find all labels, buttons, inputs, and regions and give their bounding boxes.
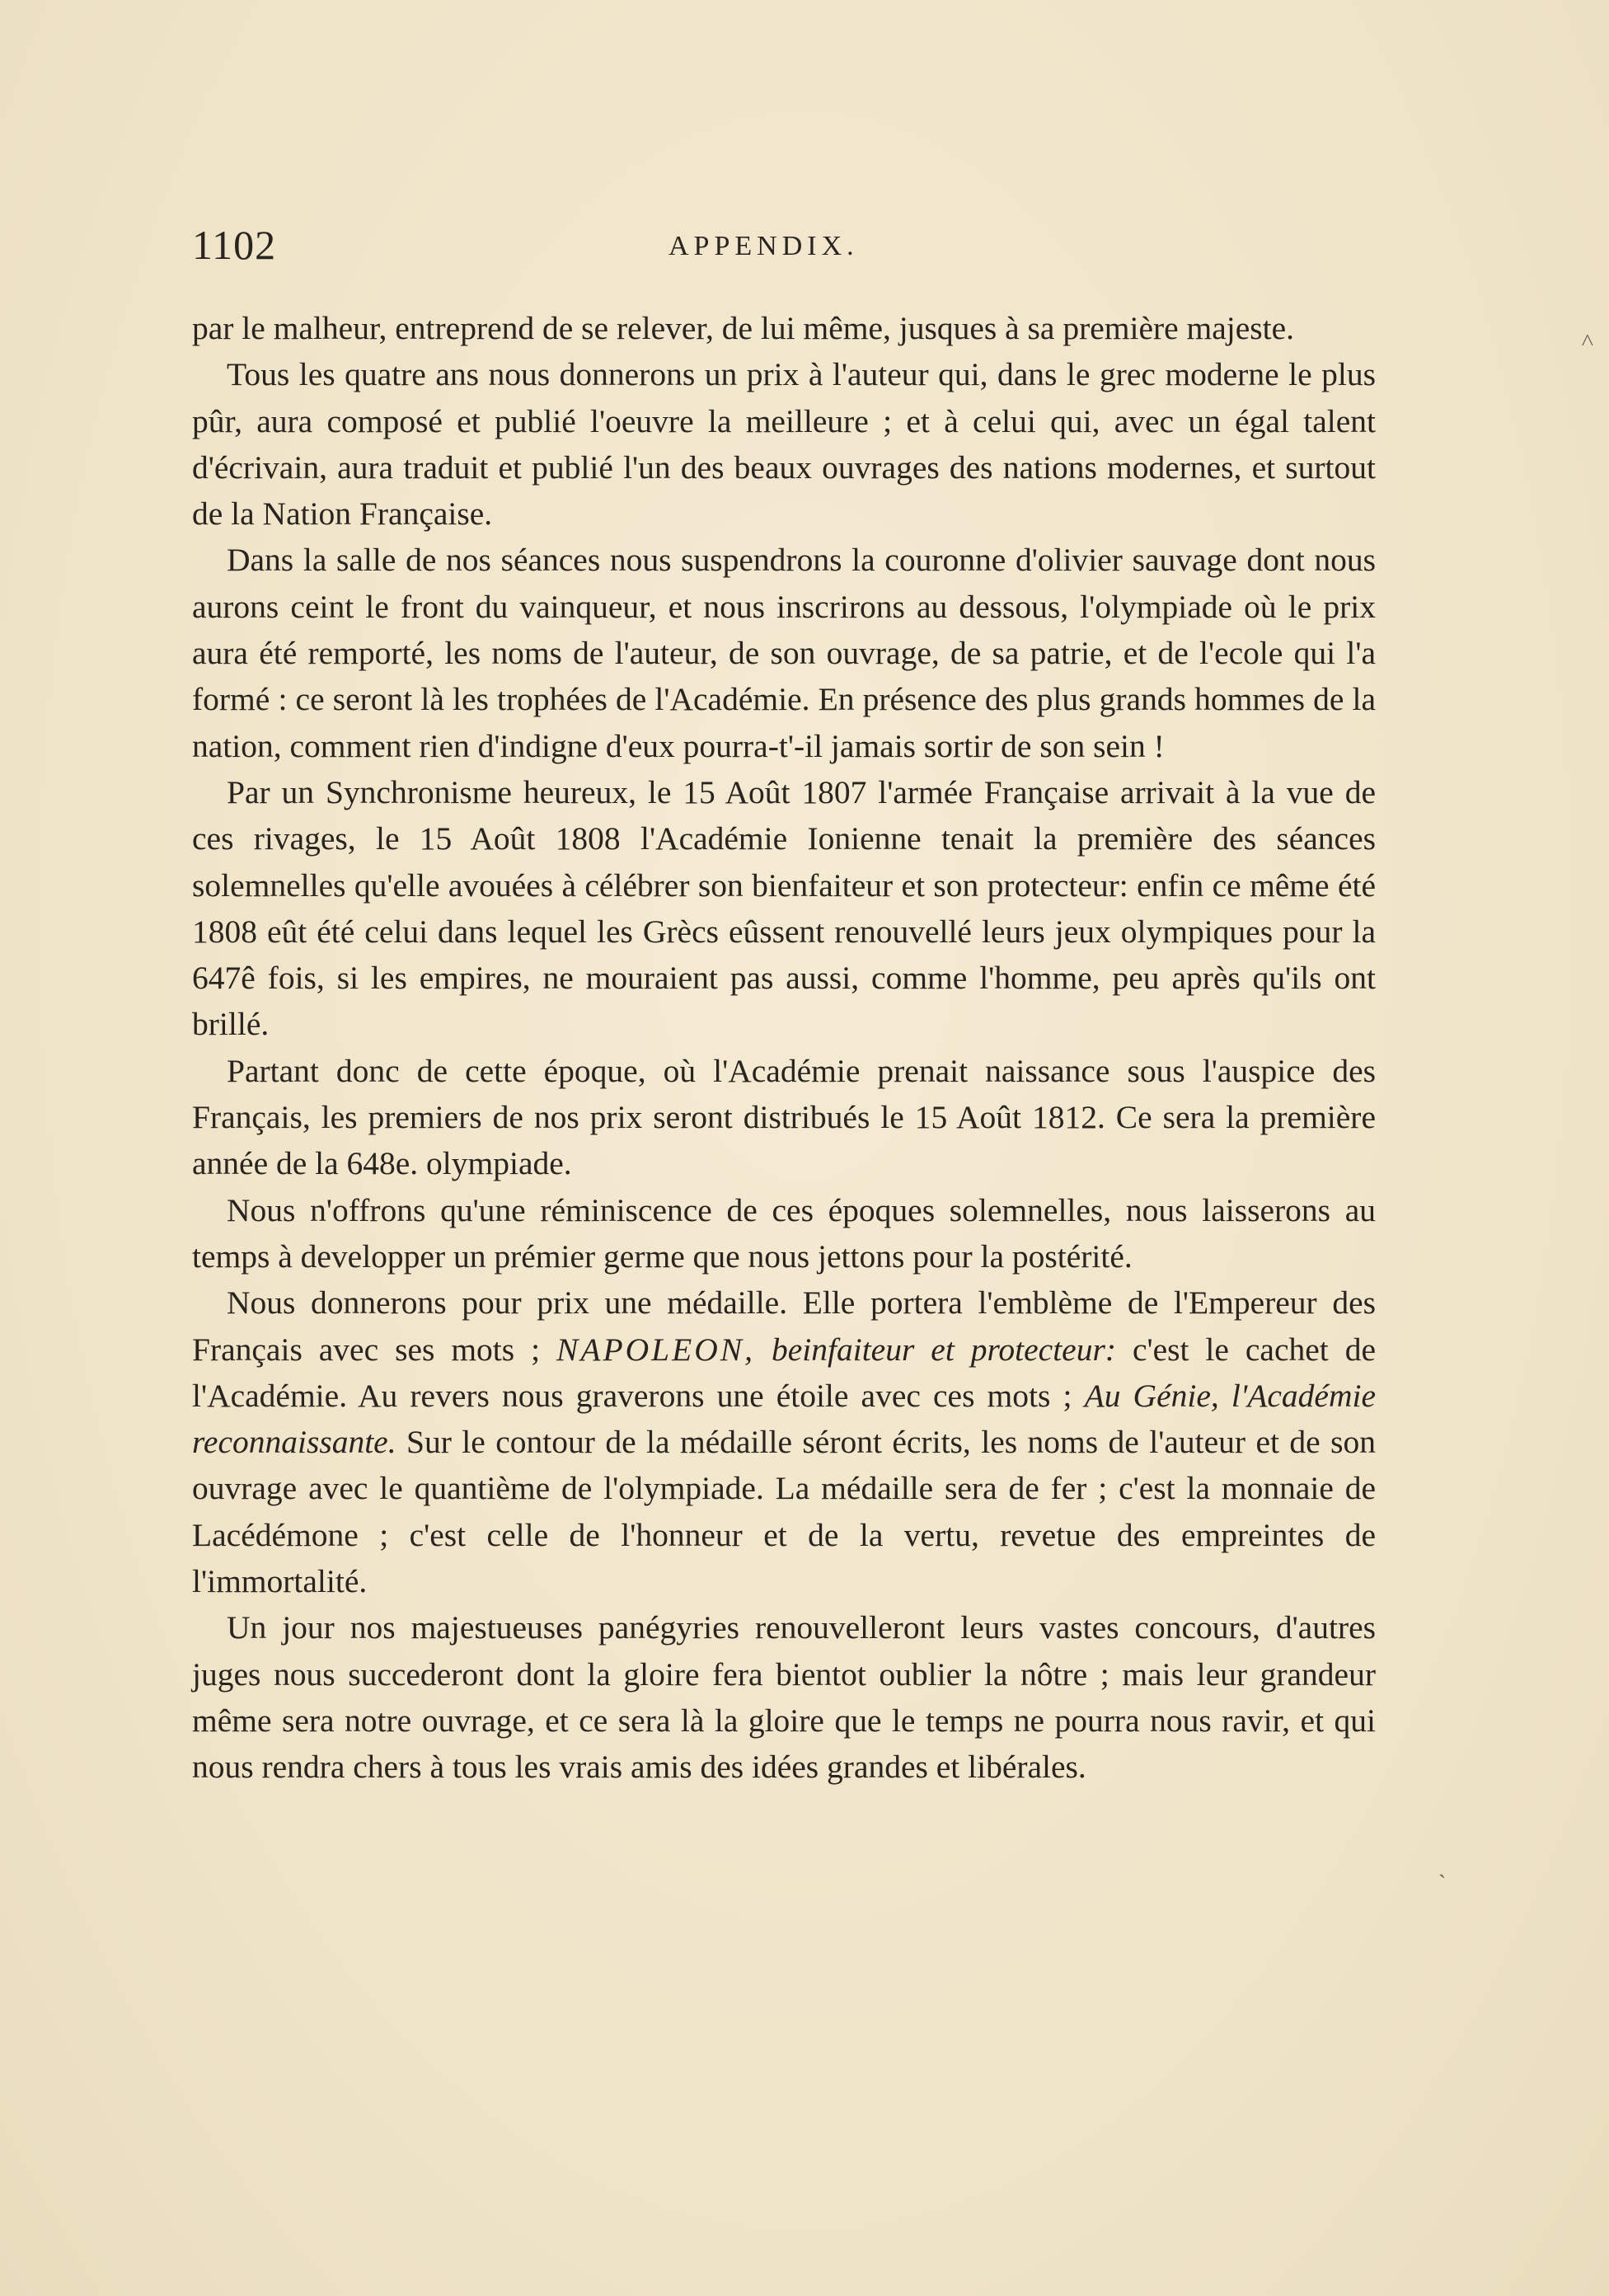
paragraph: Nous n'offrons qu'une réminiscence de ces époques solemnelles, nous laisserons au temps à developper un prémier germe que nous jettons pour la postérité. (192, 1191, 1376, 1275)
text-run: Nous donnerons pour prix une médaille. Elle portera l'emblème de l'Empereur des Français avec ses mots ; (192, 1284, 1376, 1368)
paragraph: Partant donc de cette époque, où l'Académie prenait naissance sous l'auspice des Français, les premiers de nos prix seront distribués le 15 Août 1812. Ce sera la première année de la 648e. olympiade. (192, 1052, 1376, 1182)
text-run: Sur le contour de la médaille séront écrits, les noms de l'auteur et de son ouvrage avec le quantième de l'olympiade. La médaille sera de fer ; c'est la monnaie de Lacédémone ; c'est celle de l'honneur et de la vertu, revetue des empreintes de l'immortalité. (192, 1424, 1376, 1600)
paragraph: Tous les quatre ans nous donnerons un prix à l'auteur qui, dans le grec moderne le plus pûr, aura composé et publié l'oeuvre la meilleure ; et à celui qui, avec un égal talent d'écrivain, aura traduit et publié l'un des beaux ouvrages des nations modernes, et surtout de la Nation Française. (192, 356, 1376, 533)
paragraph: Par un Synchronisme heureux, le 15 Août 1807 l'armée Française arrivait à la vue de ces rivages, le 15 Août 1808 l'Académie Ionienne tenait la première des séances solemnelles qu'elle avouées à célébrer son bienfaiteur et son protecteur: enfin ce même été 1808 eût été celui dans lequel les Grècs eûssent renouvellé leurs jeux olympiques pour la 647ê fois, si les empires, ne mouraient pas aussi, comme l'homme, peu après qu'ils ont brillé. (192, 773, 1376, 1043)
paragraph: Un jour nos majestueuses panégyries renouvelleront leurs vastes concours, d'autres juges nous succederont dont la gloire fera bientot oublier la nôtre ; mais leur grandeur même sera notre ouvrage, et ce sera là la gloire que le temps ne pourra nous ravir, et qui nous rendra chers à tous les vrais amis des idées grandes et libérales. (192, 1609, 1376, 1786)
paragraph-medal (192, 1279, 1376, 1604)
medal-inscription: Au Génie, l'Académie reconnaissante. (192, 1377, 1376, 1461)
napoleon-name: NAPOLEON, (556, 1331, 756, 1368)
body-text (192, 305, 1376, 1791)
text-run: c'est le cachet de l'Académie. Au revers nous graverons une étoile avec ces mots ; (192, 1331, 1376, 1414)
paragraph: par le malheur, entreprend de se relever, de lui même, jusques à sa première majeste. (192, 310, 1295, 346)
page-number: 1102 (192, 222, 277, 268)
medal-motto: beinfaiteur et protecteur: (755, 1331, 1116, 1368)
page-header (192, 221, 1379, 270)
margin-mark-bottom: ˏ (1438, 1853, 1447, 1879)
paragraph: Dans la salle de nos séances nous suspendrons la couronne d'olivier sauvage dont nous aurons ceint le front du vainqueur, et nous inscrirons au dessous, l'olympiade où le prix aura été remporté, les noms de l'auteur, de son ouvrage, de sa patrie, et de l'ecole qui l'a formé : ce seront là les trophées de l'Académie. En présence des plus grands hommes de la nation, comment rien d'indigne d'eux pourra-t'-il jamais sortir de son sein ! (192, 542, 1376, 764)
running-head: APPENDIX. (668, 231, 859, 261)
margin-mark-top: ˄ (1581, 328, 1594, 354)
